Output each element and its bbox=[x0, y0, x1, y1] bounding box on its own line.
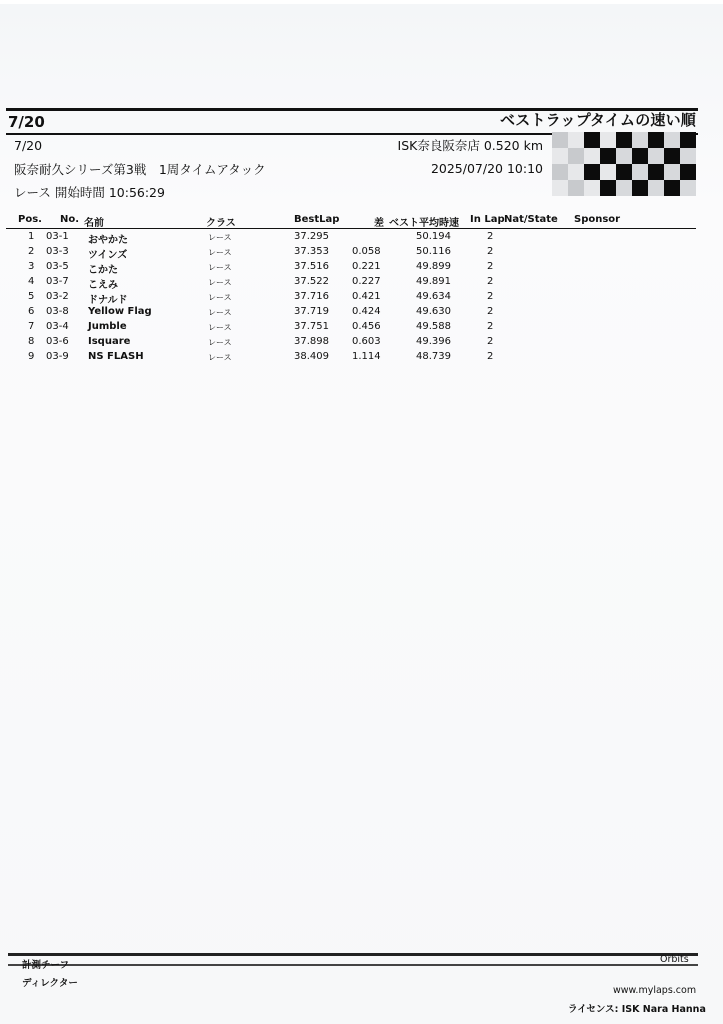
col-avg-speed: ベスト平均時速 bbox=[389, 218, 459, 229]
checker-light-square bbox=[584, 148, 600, 164]
no-cell: 03-1 bbox=[46, 231, 69, 242]
no-cell: 03-9 bbox=[46, 351, 69, 362]
checker-dark-square bbox=[616, 164, 632, 180]
name-cell: ドナルド bbox=[88, 295, 128, 306]
diff-cell: 0.603 bbox=[352, 336, 381, 347]
table-row bbox=[6, 335, 696, 350]
checker-light-square bbox=[680, 180, 696, 196]
pos-cell: 3 bbox=[28, 261, 35, 272]
table-row bbox=[6, 290, 696, 305]
checker-light-square bbox=[664, 132, 680, 148]
checker-light-square bbox=[600, 164, 616, 180]
bestlap-cell: 37.898 bbox=[294, 336, 329, 347]
speed-cell: 49.396 bbox=[416, 336, 451, 347]
no-cell: 03-3 bbox=[46, 246, 69, 257]
class-cell: レース bbox=[208, 278, 232, 287]
speed-cell: 49.634 bbox=[416, 291, 451, 302]
class-cell: レース bbox=[208, 248, 232, 257]
pos-cell: 2 bbox=[28, 246, 35, 257]
no-cell: 03-7 bbox=[46, 276, 69, 287]
column-header-row bbox=[6, 212, 696, 229]
speed-cell: 50.194 bbox=[416, 231, 451, 242]
name-cell: Isquare bbox=[88, 336, 131, 347]
orbits-label: Orbits bbox=[660, 954, 689, 965]
checker-light-square bbox=[552, 180, 568, 196]
diff-cell: 0.421 bbox=[352, 291, 381, 302]
bestlap-cell: 38.409 bbox=[294, 351, 329, 362]
results-table bbox=[6, 230, 696, 365]
race-start-time: レース 開始時間 10:56:29 bbox=[14, 185, 165, 200]
class-cell: レース bbox=[208, 323, 232, 332]
no-cell: 03-6 bbox=[46, 336, 69, 347]
class-cell: レース bbox=[208, 293, 232, 302]
checker-dark-square bbox=[616, 132, 632, 148]
inlap-cell: 2 bbox=[487, 231, 494, 242]
checker-dark-square bbox=[584, 164, 600, 180]
pos-cell: 7 bbox=[28, 321, 35, 332]
inlap-cell: 2 bbox=[487, 261, 494, 272]
class-cell: レース bbox=[208, 308, 232, 317]
checker-dark-square bbox=[600, 180, 616, 196]
checker-light-square bbox=[568, 164, 584, 180]
checker-light-square bbox=[600, 132, 616, 148]
inlap-cell: 2 bbox=[487, 321, 494, 332]
inlap-cell: 2 bbox=[487, 246, 494, 257]
pos-cell: 6 bbox=[28, 306, 35, 317]
name-cell: おやかた bbox=[88, 235, 128, 246]
pos-cell: 1 bbox=[28, 231, 35, 242]
name-cell: NS FLASH bbox=[88, 351, 144, 362]
pos-cell: 4 bbox=[28, 276, 35, 287]
speed-cell: 50.116 bbox=[416, 246, 451, 257]
event-date: 7/20 bbox=[14, 138, 43, 153]
no-cell: 03-8 bbox=[46, 306, 69, 317]
bestlap-cell: 37.719 bbox=[294, 306, 329, 317]
checker-dark-square bbox=[680, 164, 696, 180]
inlap-cell: 2 bbox=[487, 306, 494, 317]
diff-cell: 0.227 bbox=[352, 276, 381, 287]
checker-light-square bbox=[584, 180, 600, 196]
pos-cell: 8 bbox=[28, 336, 35, 347]
table-row bbox=[6, 275, 696, 290]
director-label: ディレクター bbox=[22, 978, 78, 989]
report-header bbox=[6, 108, 698, 135]
bestlap-cell: 37.295 bbox=[294, 231, 329, 242]
speed-cell: 49.630 bbox=[416, 306, 451, 317]
name-cell: Yellow Flag bbox=[88, 306, 152, 317]
checker-dark-square bbox=[680, 132, 696, 148]
name-cell: こえみ bbox=[88, 280, 118, 291]
col-inlap: In Lap bbox=[470, 214, 505, 225]
website-link[interactable]: www.mylaps.com bbox=[613, 985, 697, 996]
series-title: 阪奈耐久シリーズ第3戦 1周タイムアタック bbox=[14, 162, 266, 177]
inlap-cell: 2 bbox=[487, 336, 494, 347]
checker-dark-square bbox=[664, 180, 680, 196]
checker-light-square bbox=[616, 180, 632, 196]
pos-cell: 5 bbox=[28, 291, 35, 302]
name-cell: ツインズ bbox=[88, 250, 128, 261]
license-text: ライセンス: ISK Nara Hanna bbox=[568, 1004, 706, 1015]
bestlap-cell: 37.751 bbox=[294, 321, 329, 332]
checker-dark-square bbox=[664, 148, 680, 164]
col-bestlap: BestLap bbox=[294, 214, 340, 225]
checker-dark-square bbox=[648, 164, 664, 180]
bestlap-cell: 37.522 bbox=[294, 276, 329, 287]
diff-cell: 0.424 bbox=[352, 306, 381, 317]
bestlap-cell: 37.353 bbox=[294, 246, 329, 257]
diff-cell: 0.058 bbox=[352, 246, 381, 257]
bestlap-cell: 37.516 bbox=[294, 261, 329, 272]
speed-cell: 49.588 bbox=[416, 321, 451, 332]
footer-rule bbox=[8, 953, 698, 966]
no-cell: 03-4 bbox=[46, 321, 69, 332]
col-sponsor: Sponsor bbox=[574, 214, 621, 225]
diff-cell: 0.221 bbox=[352, 261, 381, 272]
class-cell: レース bbox=[208, 353, 232, 362]
speed-cell: 49.899 bbox=[416, 261, 451, 272]
col-name: 名前 bbox=[84, 218, 104, 229]
checker-dark-square bbox=[648, 132, 664, 148]
checker-light-square bbox=[552, 148, 568, 164]
inlap-cell: 2 bbox=[487, 351, 494, 362]
checker-light-square bbox=[648, 180, 664, 196]
class-cell: レース bbox=[208, 263, 232, 272]
col-nat-state: Nat/State bbox=[504, 214, 558, 225]
pos-cell: 9 bbox=[28, 351, 35, 362]
table-row bbox=[6, 260, 696, 275]
checker-light-square bbox=[664, 164, 680, 180]
checker-light-square bbox=[648, 148, 664, 164]
col-class: クラス bbox=[206, 218, 236, 229]
speed-cell: 48.739 bbox=[416, 351, 451, 362]
track-info: ISK奈良阪奈店 0.520 km bbox=[397, 138, 543, 153]
class-cell: レース bbox=[208, 233, 232, 242]
bestlap-cell: 37.716 bbox=[294, 291, 329, 302]
checker-dark-square bbox=[632, 180, 648, 196]
checker-light-square bbox=[632, 132, 648, 148]
col-diff: 差 bbox=[374, 218, 384, 229]
col-no: No. bbox=[60, 214, 80, 225]
checker-dark-square bbox=[568, 180, 584, 196]
checker-dark-square bbox=[600, 148, 616, 164]
checker-dark-square bbox=[632, 148, 648, 164]
checker-dark-square bbox=[552, 132, 568, 148]
checker-light-square bbox=[568, 132, 584, 148]
speed-cell: 49.891 bbox=[416, 276, 451, 287]
diff-cell: 0.456 bbox=[352, 321, 381, 332]
event-datetime: 2025/07/20 10:10 bbox=[430, 161, 543, 176]
checkered-flag bbox=[552, 132, 702, 200]
checker-dark-square bbox=[568, 148, 584, 164]
checker-light-square bbox=[616, 148, 632, 164]
top-edge bbox=[0, 0, 723, 4]
report-title: ベストラップタイムの速い順 bbox=[500, 111, 696, 129]
inlap-cell: 2 bbox=[487, 276, 494, 287]
name-cell: Jumble bbox=[88, 321, 127, 332]
checker-dark-square bbox=[552, 164, 568, 180]
checker-dark-square bbox=[584, 132, 600, 148]
no-cell: 03-5 bbox=[46, 261, 69, 272]
diff-cell: 1.114 bbox=[352, 351, 381, 362]
table-row bbox=[6, 230, 696, 245]
inlap-cell: 2 bbox=[487, 291, 494, 302]
table-row bbox=[6, 305, 696, 320]
table-row bbox=[6, 320, 696, 335]
checker-light-square bbox=[632, 164, 648, 180]
page-counter: 7/20 bbox=[8, 113, 45, 131]
col-pos: Pos. bbox=[18, 214, 42, 225]
timing-chief-label: 計測チーフ bbox=[22, 960, 70, 971]
checker-light-square bbox=[680, 148, 696, 164]
table-row bbox=[6, 245, 696, 260]
name-cell: こかた bbox=[88, 265, 118, 276]
class-cell: レース bbox=[208, 338, 232, 347]
no-cell: 03-2 bbox=[46, 291, 69, 302]
table-row bbox=[6, 350, 696, 365]
